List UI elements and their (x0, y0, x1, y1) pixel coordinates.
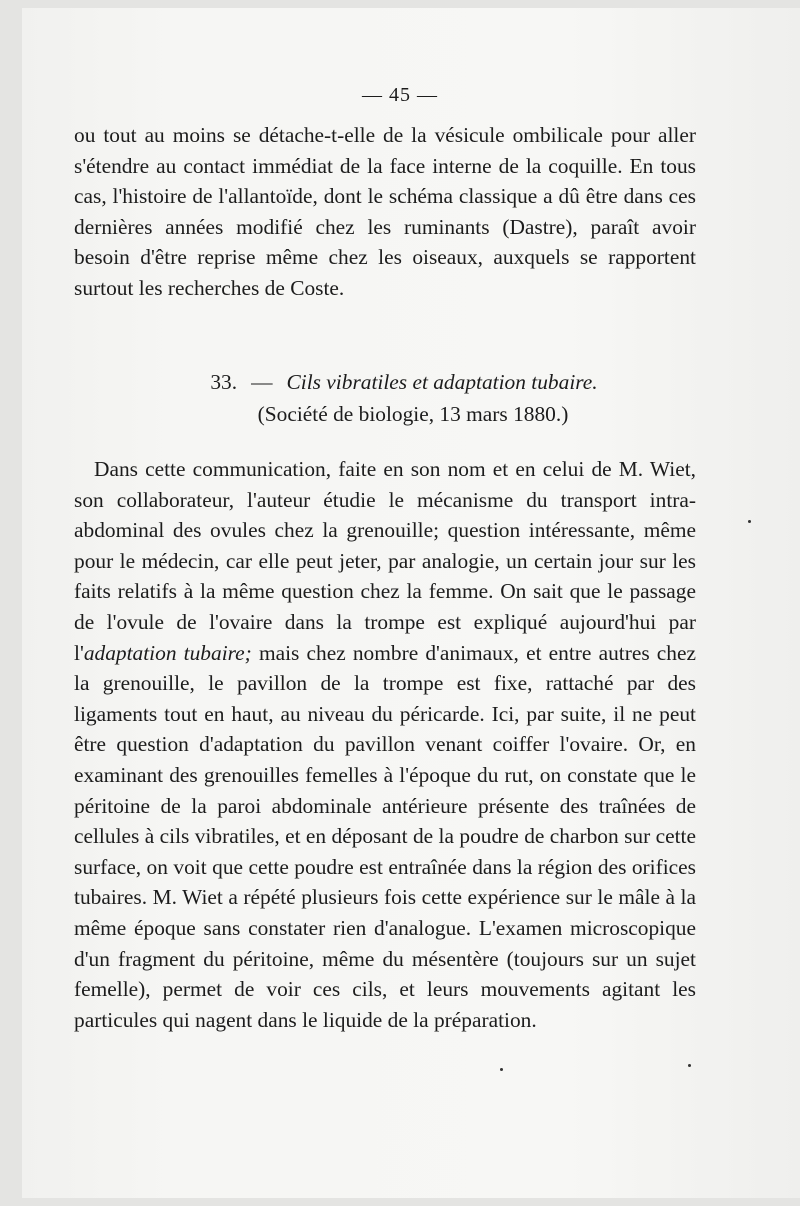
section-title: Cils vibratiles et adaptation tubaire. (286, 370, 598, 394)
speck (748, 520, 751, 523)
speck (688, 1064, 691, 1067)
paragraph-continuation (74, 120, 696, 304)
paragraph-part-a: Dans cette communication, faite en son nom et en celui de M. Wiet, son collaborateur, l'auteur étudie le mécanisme du transport intra-abdominal des ovules chez la grenouille; question intéressante, même pour le médecin, car elle peut jeter, par analogie, un certain jour sur les faits relatifs à la même question chez la femme. On sait que le passage de l'ovule de l'ovaire dans la trompe est expliqué aujourd'hui par l' (74, 457, 696, 665)
emphasis-adaptation-tubaire: adaptation tubaire; (83, 640, 252, 665)
paragraph-part-b: mais chez nombre d'animaux, et entre autres chez la grenouille, le pavillon de la trompe est fixe, rattaché par des ligaments tout en haut, au niveau du péricarde. Ici, par suite, il ne peut être question d'adaptation du pavillon venant coiffer l'ovaire. Or, en examinant des grenouilles femelles à l'époque du rut, on constate que le péritoine de la paroi abdominale antérieure présente des traînées de cellules à cils vibratiles, et en déposant de la poudre de charbon sur cette surface, on voit que cette poudre est entraînée dans la région des orifices tubaires. M. Wiet a répété plusieurs fois cette expérience sur le mâle à la même époque sans constater rien d'analogue. L'examen microscopique d'un fragment du péritoine, même du mésentère (toujours sur un sujet femelle), permet de voir ces cils, et leurs mouvements agitant les particules qui nagent dans le liquide de la préparation. (74, 640, 696, 1032)
paragraph-text: ou tout au moins se détache-t-elle de la vésicule ombilicale pour aller s'étendre au contact immédiat de la face interne de la coquille. En tous cas, l'histoire de l'allantoïde, dont le schéma classique a dû être dans ces dernières années modifié chez les ruminants (Dastre), paraît avoir besoin d'être reprise même chez les oiseaux, auxquels se rapportent surtout les recherches de Coste. (74, 123, 696, 300)
paragraph-text (74, 454, 696, 1035)
section-source: (Société de biologie, 13 mars 1880.) (257, 402, 569, 426)
paragraph-main (74, 454, 696, 1035)
section-number: 33. (210, 370, 238, 394)
section-dash: — (251, 370, 273, 394)
speck (500, 1068, 503, 1071)
section-title-line (74, 366, 696, 398)
page-number: — 45 — (362, 84, 438, 106)
section-heading (74, 366, 696, 430)
